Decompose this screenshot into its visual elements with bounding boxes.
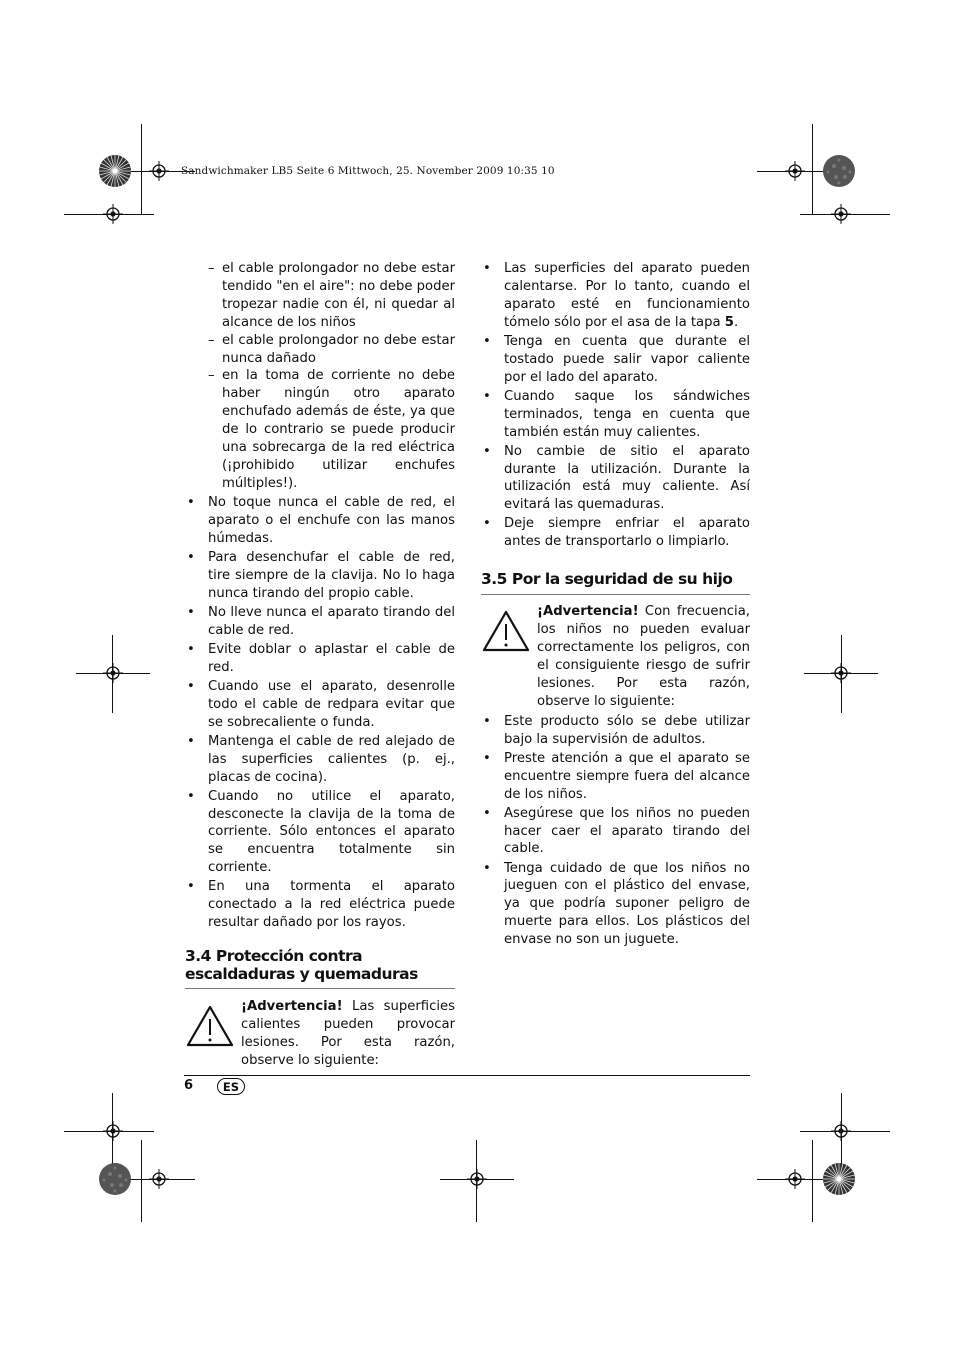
- warning-triangle-icon: [481, 609, 531, 653]
- bullet-marker: •: [187, 678, 195, 694]
- warning-box: [185, 998, 455, 1070]
- list-item-text: Mantenga el cable de red alejado de las superficies calientes (p. ej., placas de cocina).: [208, 733, 455, 785]
- list-item-text: [504, 260, 750, 332]
- list-item: [185, 878, 455, 932]
- heading-divider: [481, 594, 750, 595]
- list-item: [185, 549, 455, 603]
- list-item-text: Para desenchufar el cable de red, tire siempre de la clavija. No lo haga nunca tirando del propio cable.: [208, 549, 455, 601]
- heading-divider: [185, 988, 455, 989]
- bullet-marker: •: [483, 388, 491, 404]
- warning-triangle-icon: [185, 1004, 235, 1048]
- list-item: [185, 733, 455, 787]
- list-item: [185, 641, 455, 677]
- list-item-text: Deje siempre enfriar el aparato antes de transportarlo o limpiarlo.: [504, 516, 750, 550]
- warning-body: Las superficies calientes pueden provocar lesiones. Por esta razón, observe lo siguiente:: [241, 999, 455, 1068]
- sunburst-target-icon: [822, 154, 856, 188]
- registration-mark-icon: [149, 1169, 169, 1189]
- list-item-text: Cuando use el aparato, desenrolle todo el cable de redpara evitar que se sobrecaliente o funda.: [208, 678, 455, 730]
- bullet-marker: •: [483, 443, 491, 459]
- print-slug: Sandwichmaker LB5 Seite 6 Mittwoch, 25. November 2009 10:35 10: [181, 165, 555, 177]
- registration-mark-icon: [785, 1169, 805, 1189]
- registration-mark-icon: [831, 1121, 851, 1141]
- list-item-text: Tenga en cuenta que durante el tostado puede salir vapor caliente por el lado del aparato.: [504, 333, 750, 385]
- bullet-marker: •: [187, 641, 195, 657]
- bullet-marker: •: [483, 713, 491, 729]
- right-column: [481, 260, 750, 949]
- list-item: [481, 443, 750, 515]
- registration-mark-icon: [467, 1169, 487, 1189]
- registration-mark-icon: [831, 663, 851, 683]
- bullet-marker: •: [187, 733, 195, 749]
- bullet-marker: •: [483, 805, 491, 821]
- registration-mark-icon: [831, 204, 851, 224]
- left-column: [185, 260, 455, 1070]
- list-item-text: No toque nunca el cable de red, el aparato o el enchufe con las manos húmedas.: [208, 494, 455, 546]
- registration-mark-icon: [149, 161, 169, 181]
- part-reference-number: 5: [724, 314, 734, 330]
- sunburst-target-icon: [822, 1162, 856, 1196]
- sunburst-target-icon: [98, 1162, 132, 1196]
- crop-mark: [141, 124, 142, 214]
- dash-marker: –: [208, 368, 215, 384]
- bullet-marker: •: [187, 494, 195, 510]
- list-item: [185, 332, 455, 368]
- list-item-text-part: Las superficies del aparato pueden calentarse. Por lo tanto, cuando el aparato esté en funcionamiento tómelo sólo por el asa de la tapa: [504, 261, 750, 330]
- list-item: [481, 860, 750, 950]
- registration-mark-icon: [103, 663, 123, 683]
- list-item: [185, 604, 455, 640]
- list-item: [481, 750, 750, 804]
- list-item: [185, 367, 455, 492]
- sunburst-target-icon: [98, 154, 132, 188]
- list-item: [481, 805, 750, 859]
- bullet-marker: •: [187, 788, 195, 804]
- list-item: [185, 788, 455, 878]
- list-item-text: Cuando no utilice el aparato, desconecte la clavija de la toma de corriente. Sólo entonces el aparato se encuentra totalmente sin corriente.: [208, 788, 455, 876]
- list-item-text: En una tormenta el aparato conectado a la red eléctrica puede resultar dañado por los rayos.: [208, 879, 455, 931]
- bullet-marker: •: [483, 860, 491, 876]
- list-item: [481, 713, 750, 749]
- list-item: [481, 388, 750, 442]
- bullet-marker: •: [483, 261, 491, 276]
- warning-text: [537, 603, 750, 710]
- list-item-text: el cable prolongador no debe estar nunca dañado: [222, 332, 455, 366]
- section-heading-3-5: 3.5 Por la seguridad de su hijo: [481, 570, 733, 589]
- bullet-marker: •: [483, 333, 491, 349]
- list-item-text-part: .: [733, 314, 739, 330]
- footer-divider: [184, 1075, 750, 1076]
- list-item-text: Asegúrese que los niños no pueden hacer caer el aparato tirando del cable.: [504, 805, 750, 857]
- bullet-marker: •: [187, 879, 195, 895]
- bullet-marker: •: [483, 750, 491, 766]
- list-item: [185, 678, 455, 732]
- list-item-text: Evite doblar o aplastar el cable de red.: [208, 641, 455, 675]
- list-item-text: Preste atención a que el aparato se encuentre siempre fuera del alcance de los niños.: [504, 750, 750, 802]
- bullet-marker: •: [187, 604, 195, 620]
- language-badge: ES: [217, 1078, 245, 1095]
- bullet-marker: •: [483, 516, 491, 532]
- warning-label: ¡Advertencia!: [241, 999, 343, 1015]
- list-item-text: No lleve nunca el aparato tirando del cable de red.: [208, 604, 455, 638]
- warning-text: [241, 998, 455, 1070]
- list-item-text: Tenga cuidado de que los niños no jueguen con el plástico del envase, ya que podría suponer peligro de muerte para ellos. Los plásticos del envase no son un juguete.: [504, 860, 750, 948]
- crop-mark: [141, 1140, 142, 1222]
- bullet-marker: •: [187, 549, 195, 565]
- registration-mark-icon: [785, 161, 805, 181]
- list-item: [185, 494, 455, 548]
- registration-mark-icon: [103, 204, 123, 224]
- warning-label: ¡Advertencia!: [537, 604, 639, 620]
- section-heading-3-4: 3.4 Protección contra escaldaduras y quemaduras: [185, 947, 418, 984]
- warning-body: Con frecuencia, los niños no pueden evaluar correctamente los peligros, con el consiguiente riesgo de sufrir lesiones. Por esta razón, observe lo siguiente:: [537, 604, 750, 709]
- list-item-text: en la toma de corriente no debe haber ningún otro aparato enchufado además de éste, ya que de lo contrario se puede producir una sobrecarga de la red eléctrica (¡prohibido utilizar enchufes múltiples!).: [222, 368, 455, 491]
- list-item: [481, 515, 750, 551]
- dash-marker: –: [208, 261, 215, 276]
- list-item-text: Cuando saque los sándwiches terminados, tenga en cuenta que también están muy calientes.: [504, 388, 750, 440]
- dash-marker: –: [208, 332, 215, 348]
- list-item-text: No cambie de sitio el aparato durante la utilización. Durante la utilización está muy caliente. Así evitará las quemaduras.: [504, 443, 750, 513]
- page-number: 6: [184, 1078, 194, 1093]
- crop-mark: [812, 1140, 813, 1222]
- list-item-text: Este producto sólo se debe utilizar bajo la supervisión de adultos.: [504, 713, 750, 747]
- list-item: [481, 333, 750, 387]
- list-item: [185, 260, 455, 332]
- list-item-text: el cable prolongador no debe estar tendido "en el aire": no debe poder tropezar nadie con él, ni quedar al alcance de los niños: [222, 261, 455, 330]
- list-item: [481, 260, 750, 332]
- warning-box: [481, 603, 750, 710]
- crop-mark: [812, 124, 813, 214]
- registration-mark-icon: [103, 1121, 123, 1141]
